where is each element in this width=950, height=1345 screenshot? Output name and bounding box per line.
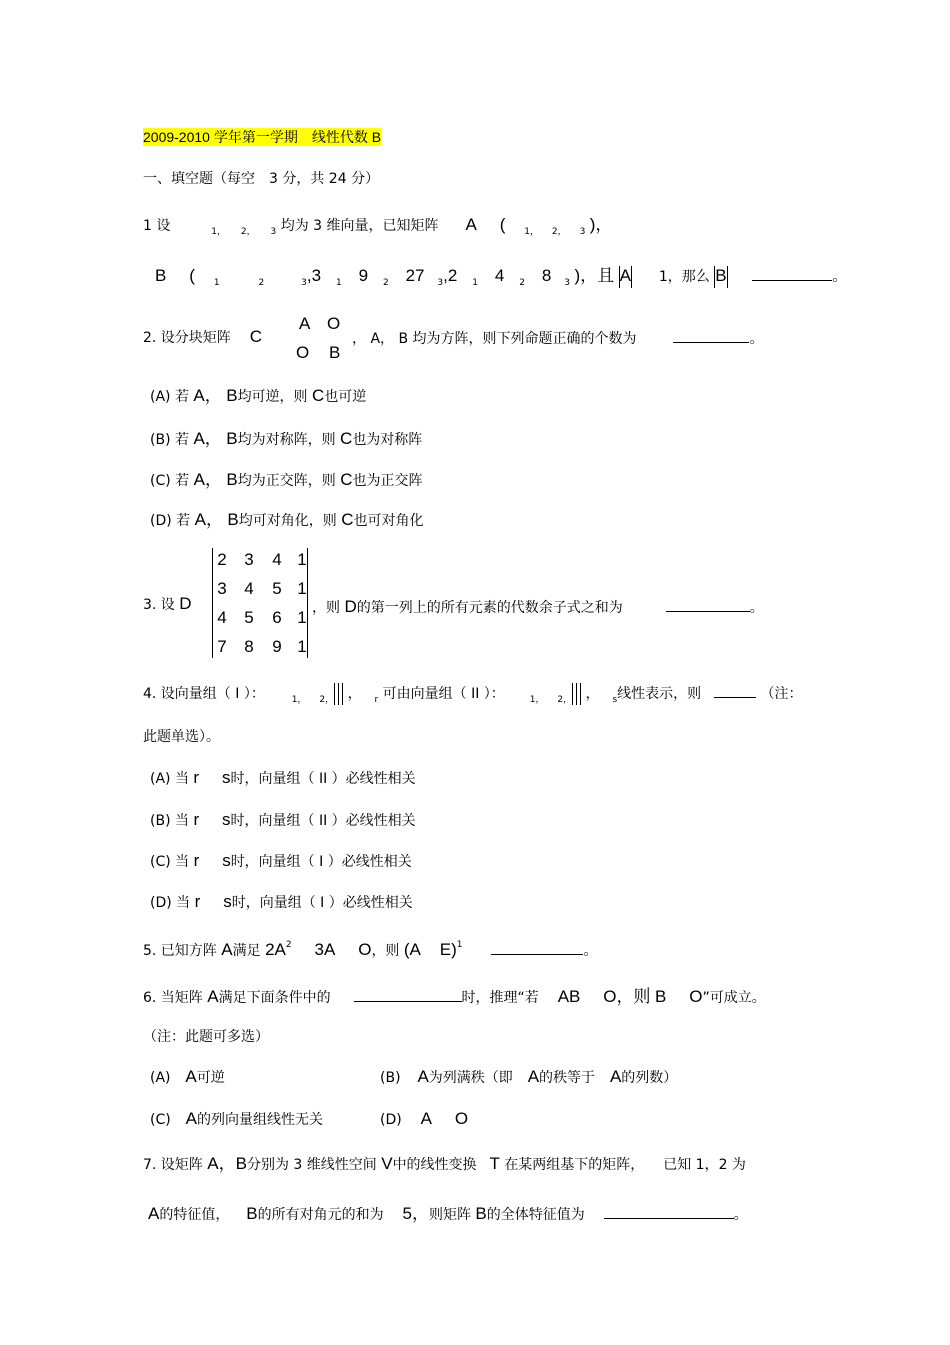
det-cell: 4 xyxy=(217,608,227,627)
det-cell: 2 xyxy=(217,550,227,569)
option-b: (B) 若 A， B均为对称阵，则 C也为对称阵 xyxy=(150,429,423,448)
det-cell: 4 xyxy=(244,579,254,598)
question-7-line-2: A的特征值， B的所有对角元的和为 5，则矩阵 B的全体特征值为 。 xyxy=(148,1204,748,1223)
option-c: (C) A的列向量组线性无关 xyxy=(150,1109,323,1128)
det-cell: 1 xyxy=(297,608,307,627)
det-cell: 5 xyxy=(244,608,254,627)
question-3-lead: 3. 设 D xyxy=(143,594,192,613)
exam-title: 2009-2010 学年第一学期 线性代数 B xyxy=(143,129,382,145)
det-cell: 1 xyxy=(297,579,307,598)
option-d: (D) A O xyxy=(380,1109,469,1128)
option-c: (C) 若 A， B均为正交阵，则 C也为正交阵 xyxy=(150,470,423,489)
option-d: (D) 若 A， B均可对角化，则 C也可对角化 xyxy=(150,510,424,529)
option-d: (D) 当 r s时，向量组（ I ）必线性相关 xyxy=(150,892,413,911)
answer-blank[interactable] xyxy=(752,266,832,281)
det-cell: 7 xyxy=(217,637,227,656)
option-a: (A) A可逆 xyxy=(150,1067,225,1086)
det-cell: 3 xyxy=(244,550,254,569)
answer-blank[interactable] xyxy=(604,1204,734,1219)
det-cell: 3 xyxy=(217,579,227,598)
det-cell: 1 xyxy=(297,637,307,656)
section-heading: 一、填空题（每空 3 分，共 24 分） xyxy=(143,171,380,187)
answer-blank[interactable] xyxy=(354,987,462,1002)
det-cell: 8 xyxy=(244,637,254,656)
block-matrix-o: O xyxy=(296,343,310,362)
option-c: (C) 当 r s时，向量组（ I ）必线性相关 xyxy=(150,851,412,870)
question-5: 5. 已知方阵 A满足 $2A^2$ 3A O，则 (A E)$^1$ 。 xyxy=(143,940,598,959)
block-matrix-a: A xyxy=(299,314,311,333)
answer-blank[interactable] xyxy=(491,940,583,955)
option-b: (B) A为列满秩（即 A的秩等于 A的列数） xyxy=(380,1067,678,1086)
det-cell: 6 xyxy=(272,608,282,627)
det-cell: 9 xyxy=(272,637,282,656)
question-6-note: （注：此题可多选） xyxy=(143,1029,269,1045)
det-cell: 4 xyxy=(272,550,282,569)
question-7-line-1: 7. 设矩阵 A，B分别为 3 维线性空间 V中的线性变换 T 在某两组基下的矩阵， 已知 1，2 为 xyxy=(143,1154,746,1173)
answer-blank[interactable] xyxy=(673,328,749,343)
answer-blank[interactable] xyxy=(666,597,750,612)
option-a: (A) 若 A， B均可逆，则 C也可逆 xyxy=(150,386,367,405)
question-1-line-2: B ( $_1$ $_2$ $_3$,3 $_1$ 9 $_2$ 27 $_3$,2 $_1$ 4 $_2$ 8 $_3$ )，且 A 1，那么 B 。 xyxy=(155,266,847,288)
option-b: (B) 当 r s时，向量组（ II ）必线性相关 xyxy=(150,810,416,829)
question-2-lead: 2. 设分块矩阵 C xyxy=(143,327,262,346)
det-cell: 1 xyxy=(297,550,307,569)
question-4-line-2: 此题单选）。 xyxy=(143,729,220,745)
question-3-tail: ，则 D的第一列上的所有元素的代数余子式之和为 。 xyxy=(312,597,764,616)
question-6-line-1: 6. 当矩阵 A满足下面条件中的 时，推理“若 AB O，则 B O”可成立。 xyxy=(143,987,766,1006)
question-1-line-1: 1 设 $_{1,}$ $_{2,}$ $_3$ 均为 3 维向量，已知矩阵 A ( $_{1,}$ $_{2,}$ $_3$ )， xyxy=(143,215,613,237)
answer-blank[interactable] xyxy=(714,683,756,698)
option-a: (A) 当 r s时，向量组（ II ）必线性相关 xyxy=(150,768,416,787)
question-4-line-1: 4. 设向量组（ I ）： $_{1,}$ $_{2,}$ ， $_r$ 可由向量组（ II ）： $_{1,}$ $_{2,}$ ， $_s$线性表示，则 （注： xyxy=(143,683,803,705)
block-matrix-o: O xyxy=(327,314,341,333)
block-matrix-b: B xyxy=(329,343,341,362)
question-2-tail: ， A， B 均为方阵，则下列命题正确的个数为 。 xyxy=(352,328,763,348)
det-cell: 5 xyxy=(272,579,282,598)
